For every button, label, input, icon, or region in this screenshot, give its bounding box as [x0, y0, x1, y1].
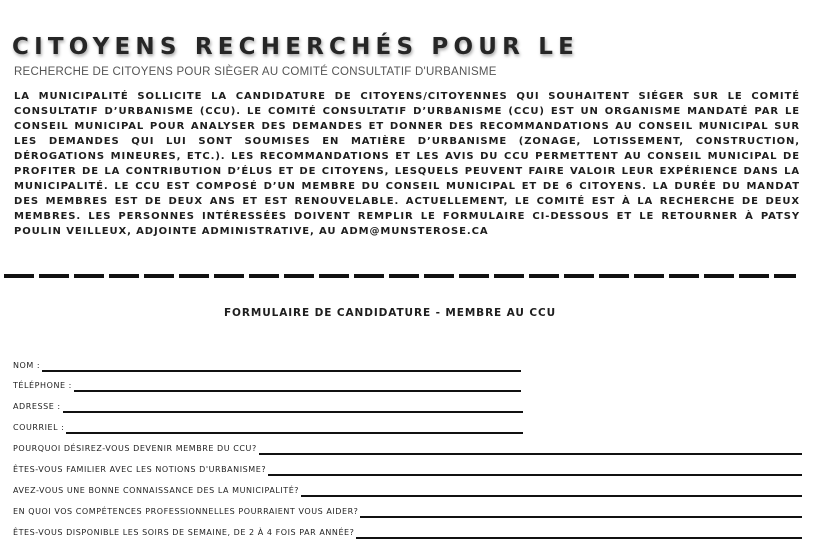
dashed-divider [4, 274, 796, 278]
address-field-label: ADRESSE : [13, 402, 61, 411]
question-availability-label: ÊTES-VOUS DISPONIBLE LES SOIRS DE SEMAINE, DE 2 À 4 FOIS PAR ANNÉE? [13, 528, 355, 537]
question-knowledge-field [13, 483, 802, 497]
address-field [13, 399, 523, 413]
question-skills-field [13, 504, 802, 518]
form-title: FORMULAIRE DE CANDIDATURE - MEMBRE AU CCU [223, 307, 557, 319]
question-urbanism-label: ÊTES-VOUS FAMILIER AVEC LES NOTIONS D'URBANISME? [13, 465, 267, 474]
email-field-label: COURRIEL : [13, 423, 65, 432]
question-skills-line[interactable] [360, 516, 802, 518]
question-urbanism-line[interactable] [268, 474, 802, 476]
email-field [13, 420, 523, 434]
question-knowledge-line[interactable] [301, 495, 802, 497]
phone-field-label: TÉLÉPHONE : [13, 381, 72, 390]
intro-paragraph: LA MUNICIPALITÉ SOLLICITE LA CANDIDATURE DE CITOYENS/CITOYENNES QUI SOUHAITENT SIÉGER SUR LE COMITÉ CONSULTATIF D’URBANISME (CCU). LE COMITÉ CONSULTATIF D’URBANISME (CCU) EST UN ORGANISME MANDATÉ PAR LE CONSEIL MUNICIPAL POUR ANALYSER DES DEMANDES ET DONNER DES RECOMMANDATIONS AU CONSEIL MUNICIPAL SUR LES DEMANDES QUI LUI SONT SOUMISES EN MATIÈRE D’URBANISME (ZONAGE, LOTISSEMENT, CONSTRUCTION, DÉROGATIONS MINEURES, ETC.). LES RECOMMANDATIONS ET LES AVIS DU CCU PERMETTENT AU CONSEIL MUNICIPAL DE PROFITER DE LA CONTRIBUTION D’ÉLUS ET DE CITOYENS, LESQUELS PEUVENT FAIRE VALOIR LEUR EXPÉRIENCE DANS LA MUNICIPALITÉ. LE CCU EST COMPOSÉ D’UN MEMBRE DU CONSEIL MUNICIPAL ET DE 6 CITOYENS. LA DURÉE DU MANDAT DES MEMBRES EST DE DEUX ANS ET EST RENOUVELABLE. ACTUELLEMENT, LE COMITÉ EST À LA RECHERCHE DE DEUX MEMBRES. LES PERSONNES INTÉRESSÉES DOIVENT REMPLIR LE FORMULAIRE CI-DESSOUS ET LE RETOURNER À PATSY POULIN VEILLEUX, ADJOINTE ADMINISTRATIVE, AU ADM@MUNSTEROSE.CA [14, 91, 800, 238]
page-title: CITOYENS RECHERCHÉS POUR LE [12, 34, 580, 60]
question-availability-line[interactable] [356, 537, 802, 539]
question-urbanism-field [13, 462, 802, 476]
page-subtitle: RECHERCHE DE CITOYENS POUR SIÈGER AU COMITÉ CONSULTATIF D'URBANISME [14, 66, 497, 78]
name-field-label: NOM : [13, 361, 41, 370]
question-motivation-line[interactable] [259, 453, 802, 455]
phone-input-line[interactable] [74, 390, 521, 392]
question-skills-label: EN QUOI VOS COMPÉTENCES PROFESSIONNELLES POURRAIENT VOUS AIDER? [13, 507, 359, 516]
name-input-line[interactable] [42, 370, 521, 372]
question-motivation-field [13, 441, 802, 455]
address-input-line[interactable] [63, 411, 523, 413]
question-motivation-label: POURQUOI DÉSIREZ-VOUS DEVENIR MEMBRE DU CCU? [13, 444, 257, 453]
phone-field [13, 378, 521, 392]
question-knowledge-label: AVEZ-VOUS UNE BONNE CONNAISSANCE DES LA MUNICIPALITÉ? [13, 486, 300, 495]
name-field [13, 358, 521, 372]
email-input-line[interactable] [66, 432, 523, 434]
question-availability-field [13, 525, 802, 539]
